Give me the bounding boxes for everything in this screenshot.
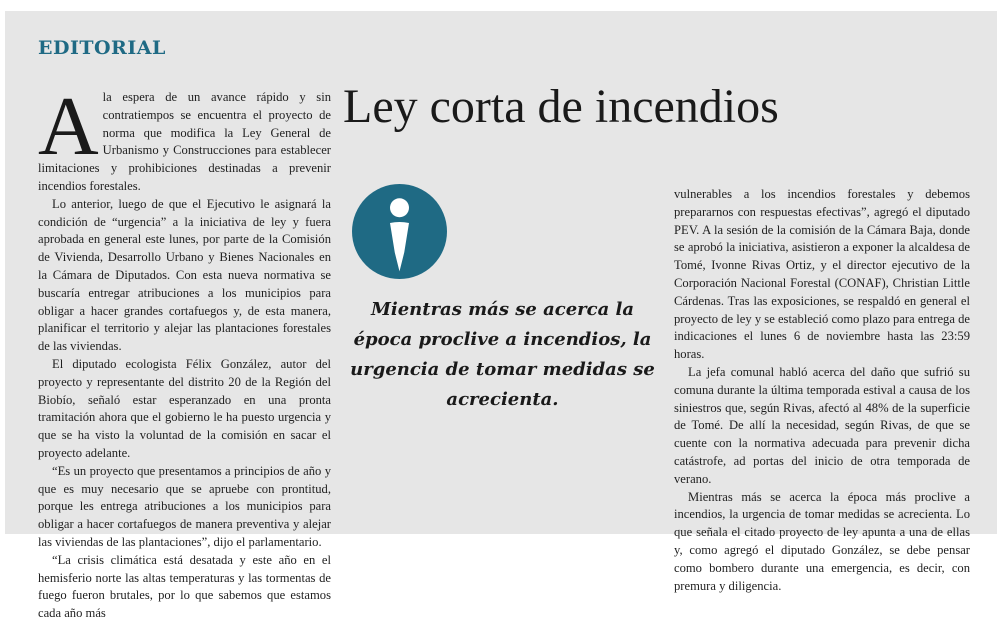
pull-quote: Mientras más se acerca la época proclive a incendios, la urgencia de tomar medidas se acrecienta. [350, 299, 655, 410]
headline: Ley corta de incendios [343, 80, 779, 133]
right-column [674, 186, 970, 595]
article-paragraph: “Es un proyecto que presentamos a principios de año y que es muy necesario que se apruebe con prontitud, porque les entrega atribuciones a los municipios para obligar a hacer cortafuegos de manera preventiva y alejar las viviendas de las plantaciones”, dijo el parlamentario. [38, 463, 331, 549]
editorial-page [5, 11, 997, 621]
article-paragraph: “La crisis climática está desatada y este año en el hemisferio norte las altas temperaturas y las tormentas de fuego fueron brutales, por lo que sabemos que estamos cada año más [38, 552, 331, 621]
drop-cap: A [38, 80, 99, 173]
paragraph-text: la espera de un avance rápido y sin contratiempos se encuentra el proyecto de norma que modifica la Ley General de Urbanismo y Construcciones para establecer limitaciones y prohibiciones destinadas a prevenir incendios forestales. [38, 90, 331, 193]
article-paragraph: vulnerables a los incendios forestales y debemos prepararnos con respuestas efectivas”, agregó el diputado PEV. A la sesión de la comisión de la Cámara Baja, donde se aprobó la iniciativa, asistieron a exponer la alcaldesa de Tomé, Ivonne Rivas Ortiz, y el director ejecutivo de la Corporación Nacional Forestal (CONAF), Christian Little Cárdenas. Tras las exposiciones, se respaldó en general el proyecto de ley y se estableció como plazo para entrega de indicaciones el lunes 6 de noviembre hasta las 23:59 horas. [674, 187, 970, 362]
article-paragraph: Mientras más se acerca la época más proclive a incendios, la urgencia de tomar medidas se acrecienta. Lo que señala el citado proyecto de ley apunta a una de ellas y, como agregó el diputado González, se debe pensar como bombero durante una emergencia, es decir, con premura y diligencia. [674, 489, 970, 593]
article-paragraph: Lo anterior, luego de que el Ejecutivo le asignará la condición de “urgencia” a la iniciativa de ley y fuera aprobada en general este lunes, por parte de la Comisión de Vivienda, Desarrollo Urbano y Bienes Nacionales en la Cámara de Diputados. Con esta nueva normativa se buscaría entregar atribuciones a los municipios para obligar a hacer grandes cortafuegos y, de esta manera, planificar el territorio y alejar las plantaciones forestales de las viviendas. [38, 196, 331, 354]
article-paragraph: La jefa comunal habló acerca del daño que sufrió su comuna durante la última temporada estival a causa de los siniestros que, según Rivas, afectó al 48% de la superficie de Tomé. De allí la necesidad, según Rivas, de que se cuente con la normativa adecuada para prevenir dicha catástrofe, ad portas del inicio de otra temporada de verano. [674, 364, 970, 486]
section-label: EDITORIAL [38, 37, 166, 59]
left-column [38, 80, 331, 623]
info-icon [352, 184, 447, 279]
article-paragraph: El diputado ecologista Félix González, autor del proyecto y representante del distrito 20 de la Región del Biobío, señaló estar esperanzado en una pronta tramitación ahora que el gobierno le ha puesto urgencia y que se ha visto la voluntad de la comisión en sacar el proyecto adelante. [38, 356, 331, 460]
article-paragraph [38, 80, 331, 196]
